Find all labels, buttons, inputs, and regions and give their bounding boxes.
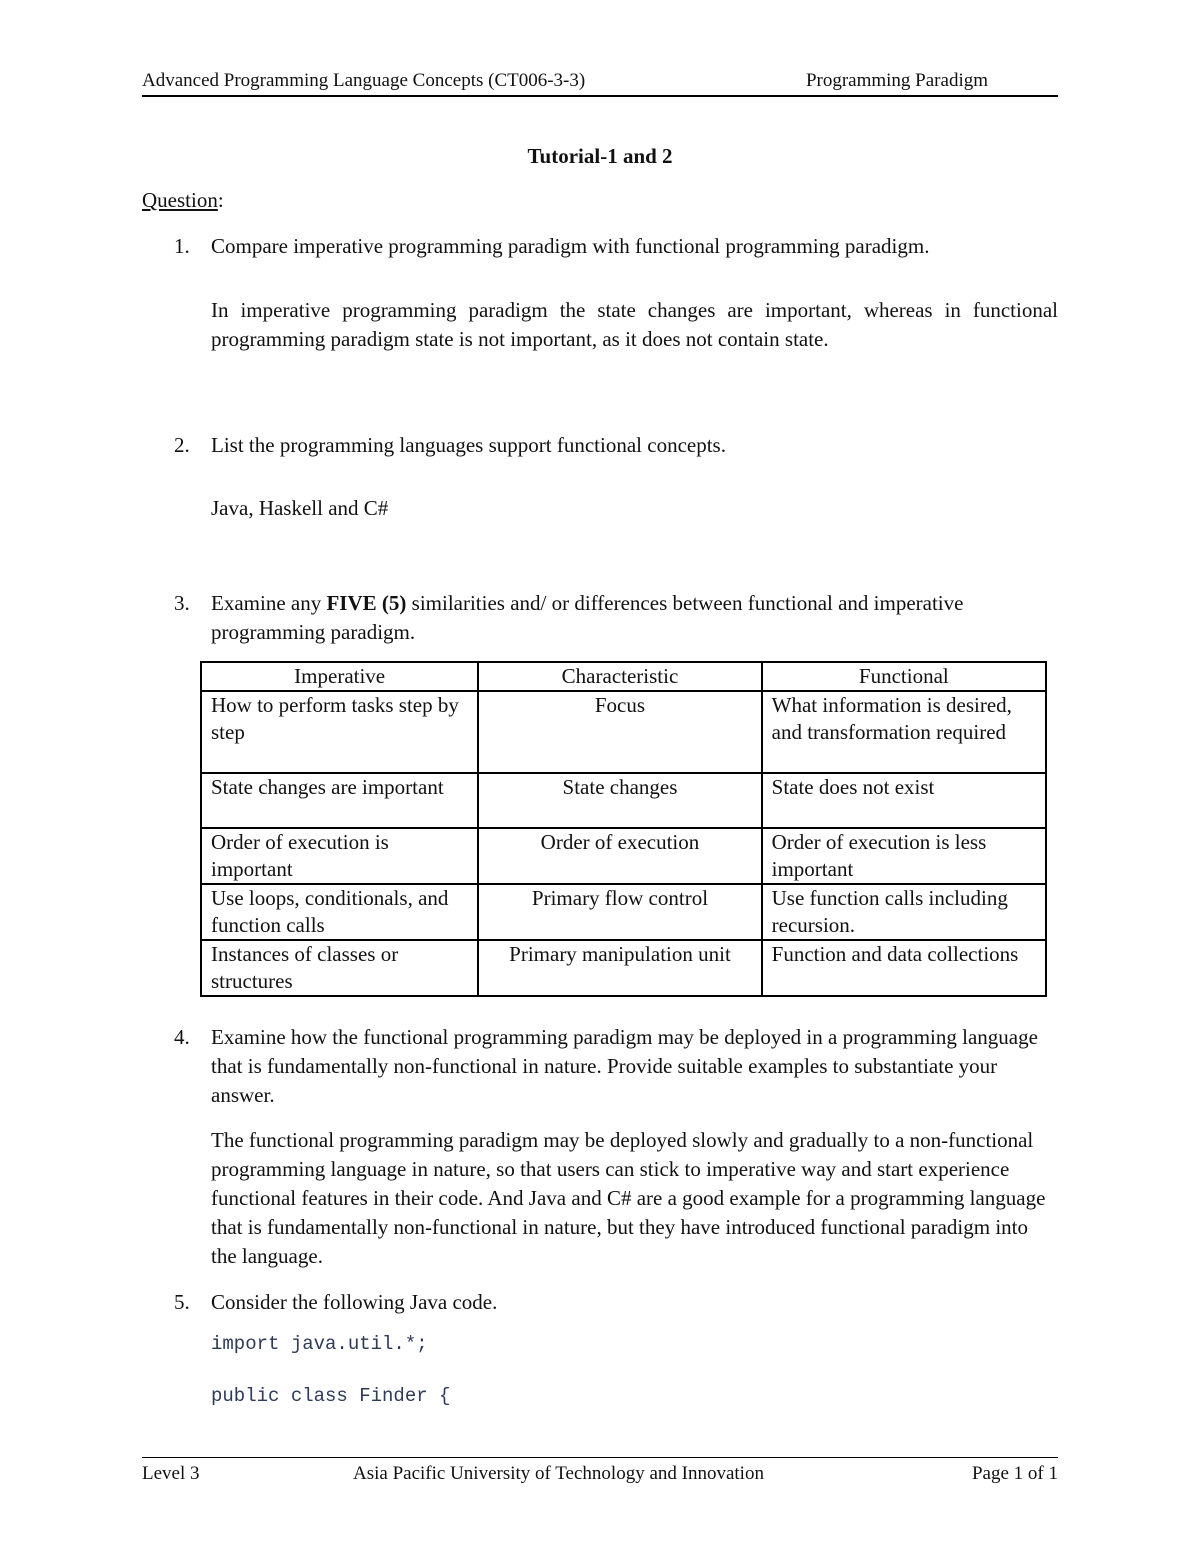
code-line: public class Finder { (211, 1385, 451, 1407)
document-title: Tutorial-1 and 2 (527, 144, 673, 168)
table-header-row (201, 662, 1046, 691)
table-row (201, 828, 1046, 884)
question-label-colon: : (217, 188, 224, 212)
page-footer (142, 1457, 1058, 1488)
answer-1: In imperative programming paradigm the state changes are important, whereas in functional programming paradigm state is not important, as it does not contain state. (211, 298, 1058, 351)
table-row (201, 940, 1046, 996)
table-cell: How to perform tasks step by step (201, 691, 478, 773)
question-number: 1. (174, 234, 190, 258)
table-cell: Primary manipulation unit (478, 940, 761, 996)
question-text: Examine how the functional programming paradigm may be deployed in a programming language that is fundamentally non-functional in nature. Provide suitable examples to substantiate your answer. (211, 1025, 1038, 1107)
table-cell: Instances of classes or structures (201, 940, 478, 996)
table-cell: State does not exist (762, 773, 1046, 828)
header-topic: Programming Paradigm (805, 70, 988, 91)
table-header-cell: Functional (762, 662, 1046, 691)
question-label-text: Question (142, 188, 218, 212)
question-text (211, 589, 1058, 647)
answer-2: Java, Haskell and C# (211, 496, 389, 520)
table-cell: Function and data collections (762, 940, 1046, 996)
answer-4: The functional programming paradigm may be deployed slowly and gradually to a non-functional programming language in nature, so that users can stick to imperative way and start experience functional features in their code. And Java and C# are a good example for a programming language that is fundamentally non-functional in nature, but they have introduced functional paradigm into the language. (211, 1128, 1046, 1268)
question-number: 5. (174, 1290, 190, 1314)
question-number: 3. (174, 591, 190, 615)
table-header-cell: Imperative (201, 662, 478, 691)
table-cell: Order of execution (478, 828, 761, 884)
question-text-emphasis: FIVE (5) (326, 591, 407, 615)
question-text-part: Examine any (211, 591, 327, 615)
footer-level: Level 3 (142, 1463, 200, 1484)
question-text-part: similarities and/ or differences between functional and imperative programming paradigm. (211, 591, 964, 644)
table-header-cell: Characteristic (478, 662, 761, 691)
table-cell: Use loops, conditionals, and function calls (201, 884, 478, 940)
question-text: List the programming languages support functional concepts. (211, 433, 726, 457)
table-cell: Order of execution is less important (762, 828, 1046, 884)
question-label (142, 188, 224, 213)
question-number: 4. (174, 1025, 190, 1049)
page-header (142, 70, 1058, 97)
question-text: Compare imperative programming paradigm with functional programming paradigm. (211, 234, 930, 258)
table-cell: Use function calls including recursion. (762, 884, 1046, 940)
table-row (201, 691, 1046, 773)
footer-university: Asia Pacific University of Technology and Innovation (353, 1463, 764, 1484)
comparison-table (200, 661, 1047, 997)
table-cell: Primary flow control (478, 884, 761, 940)
table-cell: Focus (478, 691, 761, 773)
question-text: Consider the following Java code. (211, 1290, 498, 1314)
header-course-title: Advanced Programming Language Concepts (CT006-3-3) (142, 70, 586, 91)
table-row (201, 884, 1046, 940)
question-number: 2. (174, 433, 190, 457)
table-cell: What information is desired, and transformation required (762, 691, 1046, 773)
table-cell: State changes are important (201, 773, 478, 828)
footer-page-number: Page 1 of 1 (971, 1463, 1058, 1484)
code-line: import java.util.*; (211, 1333, 428, 1355)
table-row (201, 773, 1046, 828)
table-cell: State changes (478, 773, 761, 828)
table-cell: Order of execution is important (201, 828, 478, 884)
